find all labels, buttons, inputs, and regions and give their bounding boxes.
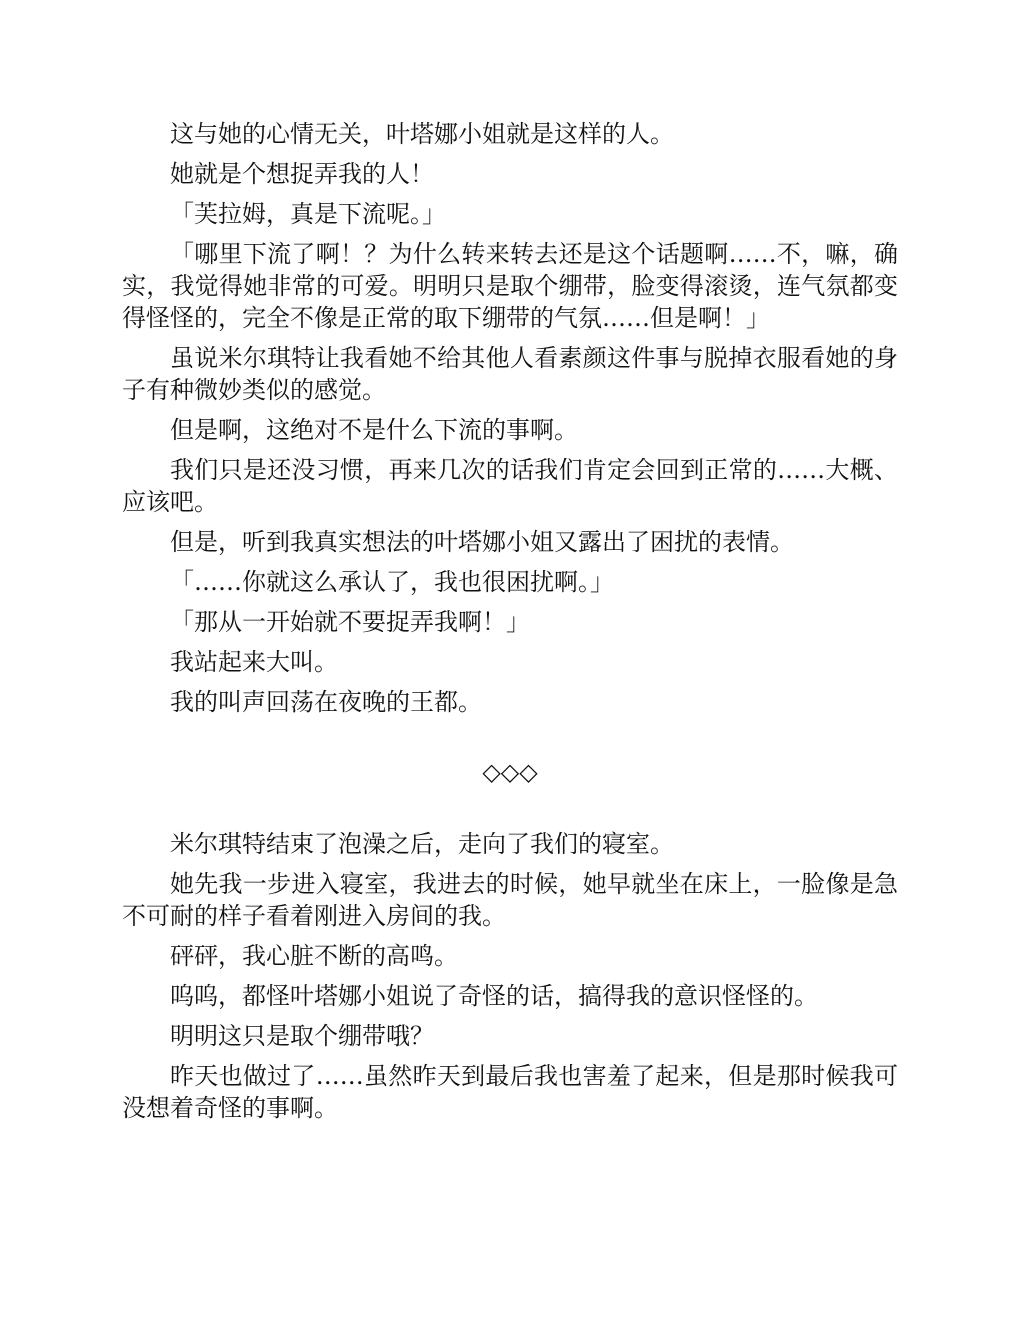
paragraph: 我的叫声回荡在夜晚的王都。 xyxy=(170,688,482,716)
paragraph: 米尔琪特结束了泡澡之后，走向了我们的寝室。 xyxy=(170,830,674,858)
paragraph: 「哪里下流了啊！？为什么转来转去还是这个话题啊……不，嘛，确实，我觉得她非常的可爱。明明只是取个绷带，脸变得滚烫，连气氛都变得怪怪的，完全不像是正常的取下绷带的气氛……但是啊！」 xyxy=(122,240,898,332)
section-1 xyxy=(122,118,898,718)
paragraph: 她先我一步进入寝室，我进去的时候，她早就坐在床上，一脸像是急不可耐的样子看着刚进入房间的我。 xyxy=(122,870,898,930)
paragraph: 我们只是还没习惯，再来几次的话我们肯定会回到正常的……大概、应该吧。 xyxy=(122,456,898,516)
section-2 xyxy=(122,828,898,1124)
document-page xyxy=(122,118,898,1132)
paragraph: 呜呜，都怪叶塔娜小姐说了奇怪的话，搞得我的意识怪怪的。 xyxy=(170,982,818,1010)
paragraph: 明明这只是取个绷带哦？ xyxy=(170,1022,434,1050)
paragraph: 但是，听到我真实想法的叶塔娜小姐又露出了困扰的表情。 xyxy=(170,528,794,556)
paragraph: 她就是个想捉弄我的人！ xyxy=(170,160,434,188)
paragraph: 这与她的心情无关，叶塔娜小姐就是这样的人。 xyxy=(170,120,674,148)
paragraph: 「……你就这么承认了，我也很困扰啊。」 xyxy=(170,568,614,596)
paragraph: 我站起来大叫。 xyxy=(170,648,338,676)
paragraph: 但是啊，这绝对不是什么下流的事啊。 xyxy=(170,416,578,444)
scene-separator: ◇◇◇ xyxy=(482,758,538,786)
paragraph: 「芙拉姆，真是下流呢。」 xyxy=(170,200,446,228)
paragraph: 砰砰，我心脏不断的高鸣。 xyxy=(170,942,458,970)
paragraph: 「那从一开始就不要捉弄我啊！」 xyxy=(170,608,530,636)
paragraph: 虽说米尔琪特让我看她不给其他人看素颜这件事与脱掉衣服看她的身子有种微妙类似的感觉。 xyxy=(122,344,898,404)
paragraph: 昨天也做过了……虽然昨天到最后我也害羞了起来，但是那时候我可没想着奇怪的事啊。 xyxy=(122,1062,898,1122)
